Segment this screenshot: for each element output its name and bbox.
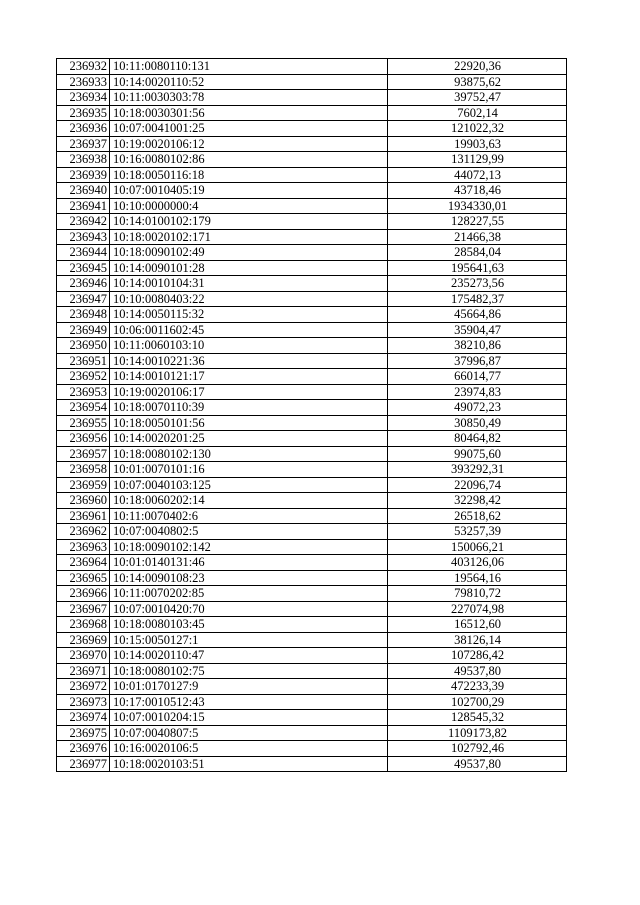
cadastral-code-cell: 10:11:0070402:6: [110, 508, 388, 524]
cadastral-code-cell: 10:18:0080103:45: [110, 617, 388, 633]
table-row: [57, 462, 567, 478]
amount-cell: 99075,60: [388, 446, 567, 462]
cadastral-code-cell: 10:07:0010204:15: [110, 710, 388, 726]
row-id-cell: 236973: [57, 694, 110, 710]
row-id-cell: 236953: [57, 384, 110, 400]
row-id-cell: 236976: [57, 741, 110, 757]
table-row: [57, 431, 567, 447]
data-table: [56, 58, 567, 772]
row-id-cell: 236971: [57, 663, 110, 679]
row-id-cell: 236945: [57, 260, 110, 276]
row-id-cell: 236977: [57, 756, 110, 772]
table-row: [57, 167, 567, 183]
row-id-cell: 236943: [57, 229, 110, 245]
table-row: [57, 648, 567, 664]
row-id-cell: 236974: [57, 710, 110, 726]
amount-cell: 28584,04: [388, 245, 567, 261]
cadastral-code-cell: 10:14:0010221:36: [110, 353, 388, 369]
table-row: [57, 601, 567, 617]
cadastral-code-cell: 10:18:0060202:14: [110, 493, 388, 509]
amount-cell: 19903,63: [388, 136, 567, 152]
cadastral-code-cell: 10:14:0020201:25: [110, 431, 388, 447]
amount-cell: 26518,62: [388, 508, 567, 524]
amount-cell: 19564,16: [388, 570, 567, 586]
amount-cell: 7602,14: [388, 105, 567, 121]
cadastral-code-cell: 10:14:0010121:17: [110, 369, 388, 385]
amount-cell: 49537,80: [388, 756, 567, 772]
row-id-cell: 236969: [57, 632, 110, 648]
cadastral-code-cell: 10:14:0090101:28: [110, 260, 388, 276]
cadastral-code-cell: 10:18:0020103:51: [110, 756, 388, 772]
row-id-cell: 236954: [57, 400, 110, 416]
table-row: [57, 632, 567, 648]
cadastral-code-cell: 10:17:0010512:43: [110, 694, 388, 710]
amount-cell: 175482,37: [388, 291, 567, 307]
row-id-cell: 236975: [57, 725, 110, 741]
cadastral-code-cell: 10:07:0040103:125: [110, 477, 388, 493]
amount-cell: 66014,77: [388, 369, 567, 385]
row-id-cell: 236933: [57, 74, 110, 90]
table-row: [57, 105, 567, 121]
amount-cell: 102700,29: [388, 694, 567, 710]
cadastral-code-cell: 10:14:0010104:31: [110, 276, 388, 292]
table-row: [57, 400, 567, 416]
cadastral-code-cell: 10:19:0020106:12: [110, 136, 388, 152]
cadastral-code-cell: 10:16:0080102:86: [110, 152, 388, 168]
cadastral-code-cell: 10:18:0080102:75: [110, 663, 388, 679]
row-id-cell: 236957: [57, 446, 110, 462]
row-id-cell: 236946: [57, 276, 110, 292]
cadastral-code-cell: 10:18:0090102:49: [110, 245, 388, 261]
amount-cell: 39752,47: [388, 90, 567, 106]
row-id-cell: 236963: [57, 539, 110, 555]
row-id-cell: 236935: [57, 105, 110, 121]
amount-cell: 49072,23: [388, 400, 567, 416]
amount-cell: 38210,86: [388, 338, 567, 354]
table-row: [57, 570, 567, 586]
table-row: [57, 90, 567, 106]
row-id-cell: 236950: [57, 338, 110, 354]
row-id-cell: 236960: [57, 493, 110, 509]
cadastral-code-cell: 10:06:0011602:45: [110, 322, 388, 338]
cadastral-code-cell: 10:18:0030301:56: [110, 105, 388, 121]
amount-cell: 37996,87: [388, 353, 567, 369]
table-row: [57, 307, 567, 323]
amount-cell: 79810,72: [388, 586, 567, 602]
table-row: [57, 493, 567, 509]
table-row: [57, 59, 567, 75]
cadastral-code-cell: 10:14:0090108:23: [110, 570, 388, 586]
table-row: [57, 121, 567, 137]
cadastral-code-cell: 10:18:0070110:39: [110, 400, 388, 416]
table-row: [57, 384, 567, 400]
cadastral-code-cell: 10:07:0041001:25: [110, 121, 388, 137]
table-row: [57, 524, 567, 540]
row-id-cell: 236938: [57, 152, 110, 168]
amount-cell: 16512,60: [388, 617, 567, 633]
amount-cell: 22920,36: [388, 59, 567, 75]
row-id-cell: 236958: [57, 462, 110, 478]
amount-cell: 472233,39: [388, 679, 567, 695]
row-id-cell: 236937: [57, 136, 110, 152]
amount-cell: 35904,47: [388, 322, 567, 338]
cadastral-code-cell: 10:18:0050116:18: [110, 167, 388, 183]
row-id-cell: 236966: [57, 586, 110, 602]
table-row: [57, 539, 567, 555]
cadastral-code-cell: 10:14:0050115:32: [110, 307, 388, 323]
table-row: [57, 214, 567, 230]
table-row: [57, 741, 567, 757]
table-row: [57, 663, 567, 679]
cadastral-code-cell: 10:18:0090102:142: [110, 539, 388, 555]
amount-cell: 38126,14: [388, 632, 567, 648]
row-id-cell: 236972: [57, 679, 110, 695]
cadastral-code-cell: 10:07:0040807:5: [110, 725, 388, 741]
table-row: [57, 353, 567, 369]
table-row: [57, 415, 567, 431]
row-id-cell: 236955: [57, 415, 110, 431]
cadastral-code-cell: 10:10:0080403:22: [110, 291, 388, 307]
amount-cell: 23974,83: [388, 384, 567, 400]
row-id-cell: 236965: [57, 570, 110, 586]
row-id-cell: 236934: [57, 90, 110, 106]
table-row: [57, 152, 567, 168]
row-id-cell: 236936: [57, 121, 110, 137]
row-id-cell: 236932: [57, 59, 110, 75]
amount-cell: 49537,80: [388, 663, 567, 679]
table-row: [57, 679, 567, 695]
table-row: [57, 136, 567, 152]
table-row: [57, 260, 567, 276]
amount-cell: 21466,38: [388, 229, 567, 245]
amount-cell: 403126,06: [388, 555, 567, 571]
row-id-cell: 236967: [57, 601, 110, 617]
table-row: [57, 710, 567, 726]
row-id-cell: 236961: [57, 508, 110, 524]
cadastral-code-cell: 10:07:0040802:5: [110, 524, 388, 540]
amount-cell: 1109173,82: [388, 725, 567, 741]
row-id-cell: 236959: [57, 477, 110, 493]
cadastral-code-cell: 10:11:0070202:85: [110, 586, 388, 602]
cadastral-code-cell: 10:18:0080102:130: [110, 446, 388, 462]
table-row: [57, 756, 567, 772]
row-id-cell: 236940: [57, 183, 110, 199]
row-id-cell: 236956: [57, 431, 110, 447]
amount-cell: 121022,32: [388, 121, 567, 137]
amount-cell: 195641,63: [388, 260, 567, 276]
row-id-cell: 236970: [57, 648, 110, 664]
cadastral-code-cell: 10:14:0020110:52: [110, 74, 388, 90]
amount-cell: 150066,21: [388, 539, 567, 555]
cadastral-code-cell: 10:18:0050101:56: [110, 415, 388, 431]
table-row: [57, 276, 567, 292]
amount-cell: 393292,31: [388, 462, 567, 478]
cadastral-code-cell: 10:07:0010420:70: [110, 601, 388, 617]
table-row: [57, 694, 567, 710]
row-id-cell: 236964: [57, 555, 110, 571]
table-row: [57, 555, 567, 571]
amount-cell: 32298,42: [388, 493, 567, 509]
cadastral-code-cell: 10:11:0030303:78: [110, 90, 388, 106]
table-row: [57, 229, 567, 245]
row-id-cell: 236941: [57, 198, 110, 214]
row-id-cell: 236951: [57, 353, 110, 369]
cadastral-code-cell: 10:14:0020110:47: [110, 648, 388, 664]
row-id-cell: 236962: [57, 524, 110, 540]
amount-cell: 45664,86: [388, 307, 567, 323]
table-row: [57, 369, 567, 385]
cadastral-code-cell: 10:16:0020106:5: [110, 741, 388, 757]
row-id-cell: 236968: [57, 617, 110, 633]
amount-cell: 107286,42: [388, 648, 567, 664]
cadastral-code-cell: 10:10:0000000:4: [110, 198, 388, 214]
amount-cell: 128227,55: [388, 214, 567, 230]
table-row: [57, 446, 567, 462]
amount-cell: 102792,46: [388, 741, 567, 757]
cadastral-code-cell: 10:14:0100102:179: [110, 214, 388, 230]
amount-cell: 30850,49: [388, 415, 567, 431]
row-id-cell: 236952: [57, 369, 110, 385]
table-row: [57, 338, 567, 354]
row-id-cell: 236948: [57, 307, 110, 323]
cadastral-code-cell: 10:18:0020102:171: [110, 229, 388, 245]
cadastral-code-cell: 10:19:0020106:17: [110, 384, 388, 400]
amount-cell: 93875,62: [388, 74, 567, 90]
amount-cell: 44072,13: [388, 167, 567, 183]
cadastral-code-cell: 10:11:0060103:10: [110, 338, 388, 354]
table-row: [57, 725, 567, 741]
table-row: [57, 477, 567, 493]
amount-cell: 131129,99: [388, 152, 567, 168]
table-row: [57, 198, 567, 214]
row-id-cell: 236939: [57, 167, 110, 183]
table-row: [57, 508, 567, 524]
cadastral-code-cell: 10:01:0070101:16: [110, 462, 388, 478]
table-row: [57, 586, 567, 602]
row-id-cell: 236947: [57, 291, 110, 307]
table-row: [57, 291, 567, 307]
amount-cell: 22096,74: [388, 477, 567, 493]
cadastral-code-cell: 10:07:0010405:19: [110, 183, 388, 199]
cadastral-code-cell: 10:15:0050127:1: [110, 632, 388, 648]
table-body: [57, 59, 567, 772]
amount-cell: 43718,46: [388, 183, 567, 199]
row-id-cell: 236942: [57, 214, 110, 230]
amount-cell: 80464,82: [388, 431, 567, 447]
amount-cell: 235273,56: [388, 276, 567, 292]
table-row: [57, 245, 567, 261]
cadastral-code-cell: 10:01:0140131:46: [110, 555, 388, 571]
amount-cell: 53257,39: [388, 524, 567, 540]
row-id-cell: 236949: [57, 322, 110, 338]
amount-cell: 128545,32: [388, 710, 567, 726]
table-row: [57, 322, 567, 338]
amount-cell: 227074,98: [388, 601, 567, 617]
cadastral-code-cell: 10:01:0170127:9: [110, 679, 388, 695]
table-row: [57, 183, 567, 199]
table-row: [57, 74, 567, 90]
cadastral-code-cell: 10:11:0080110:131: [110, 59, 388, 75]
amount-cell: 1934330,01: [388, 198, 567, 214]
table-row: [57, 617, 567, 633]
row-id-cell: 236944: [57, 245, 110, 261]
